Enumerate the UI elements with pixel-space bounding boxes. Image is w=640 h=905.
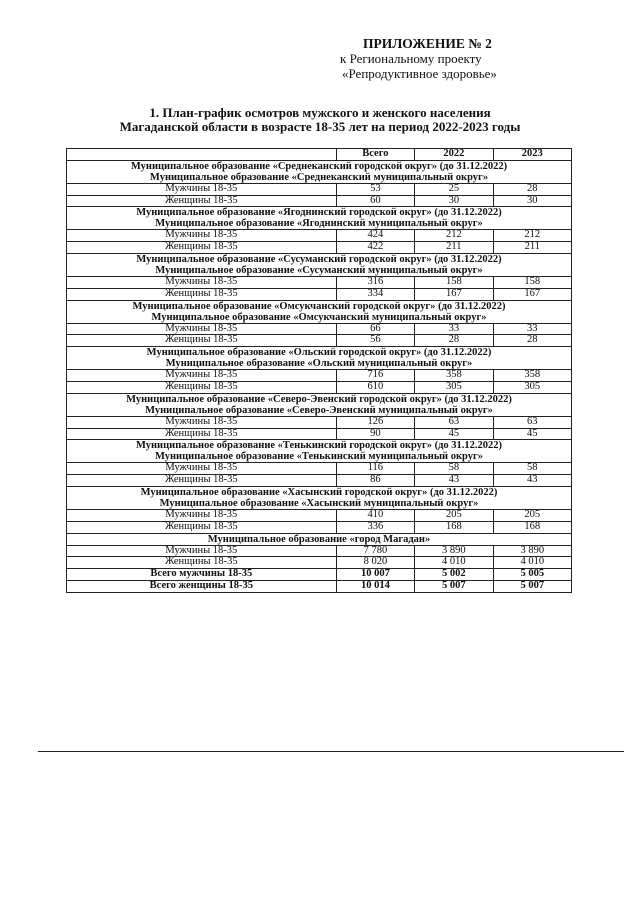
section-title-line-1: Муниципальное образование «город Магадан» [207, 533, 431, 545]
table-row [67, 416, 572, 428]
table-row [67, 323, 572, 335]
row-2022-cell: 168 [415, 521, 493, 533]
section-title-line-2: Муниципальное образование «Среднеканский муниципальный округ» [149, 171, 489, 183]
row-2022-cell: 158 [415, 276, 493, 288]
section-title-line-1: Муниципальное образование «Тенькинский городской округ» (до 31.12.2022) [135, 440, 503, 452]
row-label-cell: Мужчины 18-35 [67, 323, 337, 335]
section-title-cell [67, 533, 572, 545]
row-label-cell: Женщины 18-35 [67, 381, 337, 393]
row-2023-cell: 33 [493, 323, 571, 335]
row-2022-cell: 30 [415, 195, 493, 207]
row-2022-cell: 305 [415, 381, 493, 393]
row-total-cell: 410 [336, 509, 414, 521]
section-header-row [67, 207, 572, 230]
row-2022-cell: 63 [415, 416, 493, 428]
table-row [67, 428, 572, 440]
row-2023-cell: 45 [493, 428, 571, 440]
row-2023-cell: 212 [493, 230, 571, 242]
row-label-cell: Женщины 18-35 [67, 195, 337, 207]
row-total-cell: 90 [336, 428, 414, 440]
row-2022-cell: 211 [415, 242, 493, 254]
row-total-cell: 56 [336, 335, 414, 347]
total-2022-cell: 5 002 [415, 569, 493, 581]
row-2023-cell: 28 [493, 335, 571, 347]
total-2023-cell: 5 007 [493, 580, 571, 592]
header-cell-total: Всего [336, 149, 414, 161]
row-2022-cell: 58 [415, 463, 493, 475]
table-row [67, 230, 572, 242]
total-row [67, 569, 572, 581]
row-total-cell: 716 [336, 370, 414, 382]
table-row [67, 195, 572, 207]
table-row [67, 463, 572, 475]
section-header-row [67, 347, 572, 370]
section-title-line-2: Муниципальное образование «Северо-Эвенский муниципальный округ» [145, 404, 493, 416]
section-header-row [67, 533, 572, 545]
table-row [67, 381, 572, 393]
section-title-cell [67, 393, 572, 416]
row-label-cell: Женщины 18-35 [67, 428, 337, 440]
row-label-cell: Женщины 18-35 [67, 335, 337, 347]
table-body [67, 160, 572, 592]
header-cell-label [67, 149, 337, 161]
table-row [67, 183, 572, 195]
row-label-cell: Мужчины 18-35 [67, 230, 337, 242]
row-2023-cell: 358 [493, 370, 571, 382]
row-2023-cell: 58 [493, 463, 571, 475]
table-row [67, 475, 572, 487]
row-label-cell: Мужчины 18-35 [67, 416, 337, 428]
total-label-cell: Всего женщины 18-35 [67, 580, 337, 592]
section-title-line-2: Муниципальное образование «Ягоднинский муниципальный округ» [155, 218, 483, 230]
section-title-line-1: Муниципальное образование «Среднеканский городской округ» (до 31.12.2022) [130, 160, 508, 172]
appendix-block [330, 36, 620, 81]
row-total-cell: 7 780 [336, 545, 414, 557]
row-2023-cell: 168 [493, 521, 571, 533]
section-title-line-2: Муниципальное образование «Сусуманский муниципальный округ» [155, 264, 483, 276]
row-2022-cell: 3 890 [415, 545, 493, 557]
row-label-cell: Мужчины 18-35 [67, 509, 337, 521]
total-label-cell: Всего мужчины 18-35 [67, 569, 337, 581]
row-2022-cell: 33 [415, 323, 493, 335]
table-row [67, 521, 572, 533]
section-title-line-1: Муниципальное образование «Хасынский городской округ» (до 31.12.2022) [140, 486, 498, 498]
section-title-line-2: Муниципальное образование «Ольский муниципальный округ» [165, 358, 473, 370]
total-row [67, 580, 572, 592]
row-total-cell: 334 [336, 288, 414, 300]
section-header-row [67, 440, 572, 463]
row-total-cell: 610 [336, 381, 414, 393]
row-label-cell: Мужчины 18-35 [67, 183, 337, 195]
section-title-cell [67, 160, 572, 183]
row-label-cell: Женщины 18-35 [67, 557, 337, 569]
total-sum-cell: 10 007 [336, 569, 414, 581]
header-cell-2022: 2022 [415, 149, 493, 161]
table-row [67, 288, 572, 300]
table-row [67, 370, 572, 382]
table-row [67, 335, 572, 347]
row-total-cell: 116 [336, 463, 414, 475]
row-label-cell: Мужчины 18-35 [67, 545, 337, 557]
table-header-row [67, 149, 572, 161]
row-2022-cell: 212 [415, 230, 493, 242]
total-2023-cell: 5 005 [493, 569, 571, 581]
section-title-cell [67, 440, 572, 463]
section-title-line-2: Муниципальное образование «Омсукчанский муниципальный округ» [151, 311, 487, 323]
section-header-row [67, 160, 572, 183]
row-2023-cell: 211 [493, 242, 571, 254]
row-2023-cell: 3 890 [493, 545, 571, 557]
section-title-line-1: Муниципальное образование «Сусуманский городской округ» (до 31.12.2022) [136, 253, 502, 265]
row-2022-cell: 25 [415, 183, 493, 195]
section-title-cell [67, 207, 572, 230]
section-title-line-1: Муниципальное образование «Северо-Эвенский городской округ» (до 31.12.2022) [126, 393, 512, 405]
row-total-cell: 422 [336, 242, 414, 254]
row-label-cell: Женщины 18-35 [67, 288, 337, 300]
header-cell-2023: 2023 [493, 149, 571, 161]
document-heading [60, 106, 580, 134]
row-2023-cell: 4 010 [493, 557, 571, 569]
row-label-cell: Женщины 18-35 [67, 242, 337, 254]
row-total-cell: 424 [336, 230, 414, 242]
row-label-cell: Мужчины 18-35 [67, 276, 337, 288]
section-header-row [67, 300, 572, 323]
appendix-line-2: «Репродуктивное здоровье» [342, 66, 497, 81]
row-2023-cell: 158 [493, 276, 571, 288]
table-row [67, 242, 572, 254]
row-2022-cell: 4 010 [415, 557, 493, 569]
row-total-cell: 66 [336, 323, 414, 335]
heading-line-1: 1. План-график осмотров мужского и женского населения [149, 105, 491, 120]
row-2023-cell: 30 [493, 195, 571, 207]
row-total-cell: 60 [336, 195, 414, 207]
row-2023-cell: 205 [493, 509, 571, 521]
row-label-cell: Мужчины 18-35 [67, 463, 337, 475]
appendix-title: ПРИЛОЖЕНИЕ № 2 [363, 36, 492, 51]
row-total-cell: 86 [336, 475, 414, 487]
total-sum-cell: 10 014 [336, 580, 414, 592]
plan-table [66, 148, 572, 593]
row-label-cell: Мужчины 18-35 [67, 370, 337, 382]
row-total-cell: 316 [336, 276, 414, 288]
row-total-cell: 126 [336, 416, 414, 428]
row-total-cell: 53 [336, 183, 414, 195]
row-2022-cell: 28 [415, 335, 493, 347]
table-row [67, 557, 572, 569]
row-label-cell: Женщины 18-35 [67, 521, 337, 533]
section-header-row [67, 393, 572, 416]
section-title-line-1: Муниципальное образование «Омсукчанский городской округ» (до 31.12.2022) [132, 300, 506, 312]
section-title-cell [67, 347, 572, 370]
heading-line-2: Магаданской области в возрасте 18-35 лет на период 2022-2023 годы [119, 119, 521, 134]
section-title-cell [67, 253, 572, 276]
row-2022-cell: 43 [415, 475, 493, 487]
section-header-row [67, 253, 572, 276]
row-2022-cell: 358 [415, 370, 493, 382]
section-title-line-1: Муниципальное образование «Ольский городской округ» (до 31.12.2022) [146, 347, 492, 359]
row-2023-cell: 167 [493, 288, 571, 300]
table-row [67, 509, 572, 521]
appendix-line-1: к Региональному проекту [340, 51, 482, 66]
row-total-cell: 336 [336, 521, 414, 533]
section-header-row [67, 486, 572, 509]
bottom-divider [38, 751, 624, 752]
row-2023-cell: 28 [493, 183, 571, 195]
row-2022-cell: 167 [415, 288, 493, 300]
total-2022-cell: 5 007 [415, 580, 493, 592]
section-title-line-1: Муниципальное образование «Ягоднинский городской округ» (до 31.12.2022) [136, 207, 502, 219]
section-title-line-2: Муниципальное образование «Хасынский муниципальный округ» [159, 497, 479, 509]
row-total-cell: 8 020 [336, 557, 414, 569]
section-title-cell [67, 300, 572, 323]
table-row [67, 276, 572, 288]
row-2023-cell: 305 [493, 381, 571, 393]
row-label-cell: Женщины 18-35 [67, 475, 337, 487]
row-2022-cell: 45 [415, 428, 493, 440]
section-title-cell [67, 486, 572, 509]
section-title-line-2: Муниципальное образование «Тенькинский муниципальный округ» [154, 451, 483, 463]
row-2023-cell: 43 [493, 475, 571, 487]
row-2023-cell: 63 [493, 416, 571, 428]
row-2022-cell: 205 [415, 509, 493, 521]
table-row [67, 545, 572, 557]
